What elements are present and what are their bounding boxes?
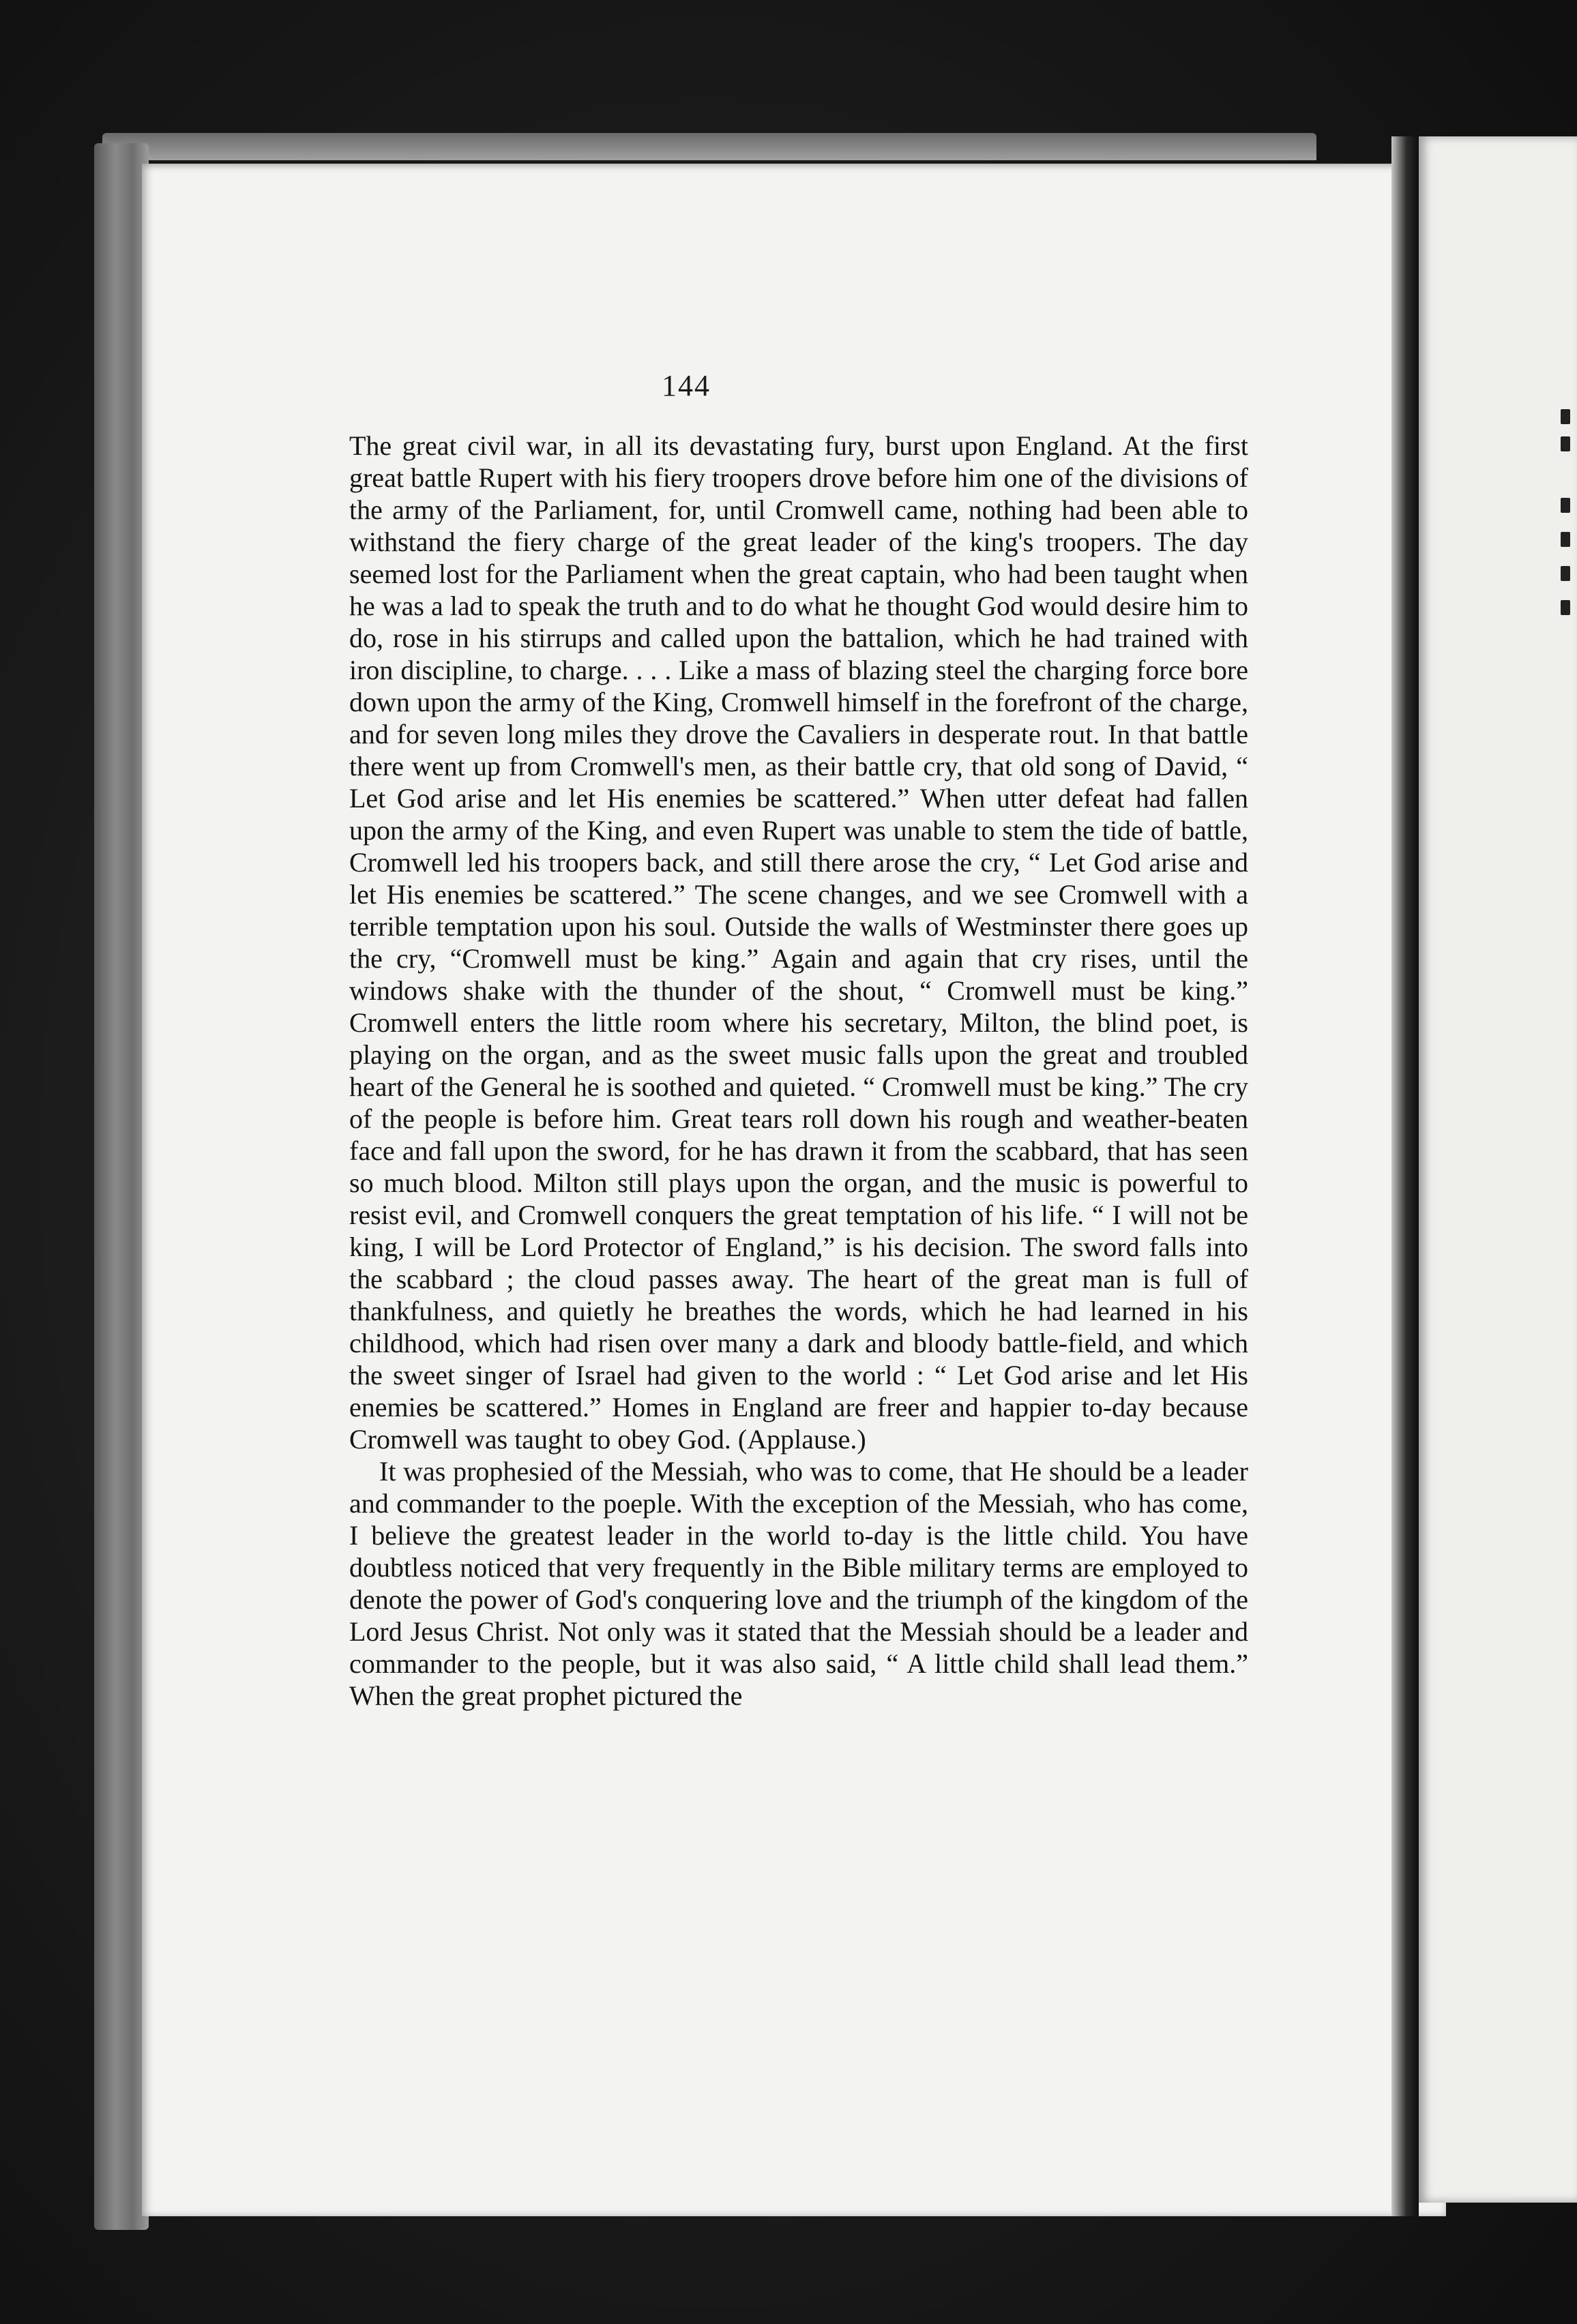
page-edge-stack bbox=[94, 143, 149, 2230]
facing-page-text-fragment bbox=[1561, 600, 1570, 615]
facing-page bbox=[1419, 136, 1577, 2203]
facing-page-text-fragment bbox=[1561, 409, 1570, 424]
facing-page-text-fragment bbox=[1561, 498, 1570, 513]
page-number: 144 bbox=[662, 369, 711, 402]
body-text bbox=[349, 430, 1248, 1712]
paragraph: The great civil war, in all its devastating fury, burst upon England. At the first great battle Rupert with his fiery troopers drove before him one of the divisions of the army of the Parliament, for, until Cromwell came, nothing had been able to withstand the fiery charge of the great leader of the king's troopers. The day seemed lost for the Parliament when the great captain, who had been taught when he was a lad to speak the truth and to do what he thought God would desire him to do, rose in his stirrups and called upon the battalion, which he had trained with iron discipline, to charge. . . . Like a mass of blazing steel the charging force bore down upon the army of the King, Cromwell himself in the forefront of the charge, and for seven long miles they drove the Cavaliers in desperate rout. In that battle there went up from Cromwell's men, as their battle cry, that old song of David, “ Let God arise and let His enemies be scattered.” When utter defeat had fallen upon the army of the King, and even Rupert was unable to stem the tide of battle, Cromwell led his troopers back, and still there arose the cry, “ Let God arise and let His enemies be scattered.” The scene changes, and we see Cromwell with a terrible temptation upon his soul. Outside the walls of Westminster there goes up the cry, “Cromwell must be king.” Again and again that cry rises, until the windows shake with the thunder of the shout, “ Cromwell must be king.” Cromwell enters the little room where his secretary, Milton, the blind poet, is playing on the organ, and as the sweet music falls upon the great and troubled heart of the General he is soothed and quieted. “ Cromwell must be king.” The cry of the people is before him. Great tears roll down his rough and weather-beaten face and fall upon the sword, for he has drawn it from the scabbard, that has seen so much blood. Milton still plays upon the organ, and the music is powerful to resist evil, and Cromwell conquers the great temptation of his life. “ I will not be king, I will be Lord Protector of England,” is his decision. The sword falls into the scabbard ; the cloud passes away. The heart of the great man is full of thankfulness, and quietly he breathes the words, which he had learned in his childhood, which had risen over many a dark and bloody battle-field, and which the sweet singer of Israel had given to the world : “ Let God arise and let His enemies be scattered.” Homes in England are freer and happier to-day because Cromwell was taught to obey God. (Applause.) bbox=[349, 430, 1248, 1455]
paragraph: It was prophesied of the Messiah, who was to come, that He should be a leader and commander to the poeple. With the exception of the Messiah, who has come, I believe the greatest leader in the world to-day is the little child. You have doubtless noticed that very frequently in the Bible military terms are employed to denote the power of God's conquering love and the triumph of the kingdom of the Lord Jesus Christ. Not only was it stated that the Messiah should be a leader and commander to the people, but it was also said, “ A little child shall lead them.” When the great prophet pictured the bbox=[349, 1456, 1248, 1711]
book-gutter bbox=[1391, 136, 1419, 2216]
facing-page-text-fragment bbox=[1561, 566, 1570, 581]
facing-page-text-fragment bbox=[1561, 532, 1570, 547]
page-top-edge bbox=[102, 133, 1316, 160]
facing-page-text-fragment bbox=[1561, 436, 1570, 451]
